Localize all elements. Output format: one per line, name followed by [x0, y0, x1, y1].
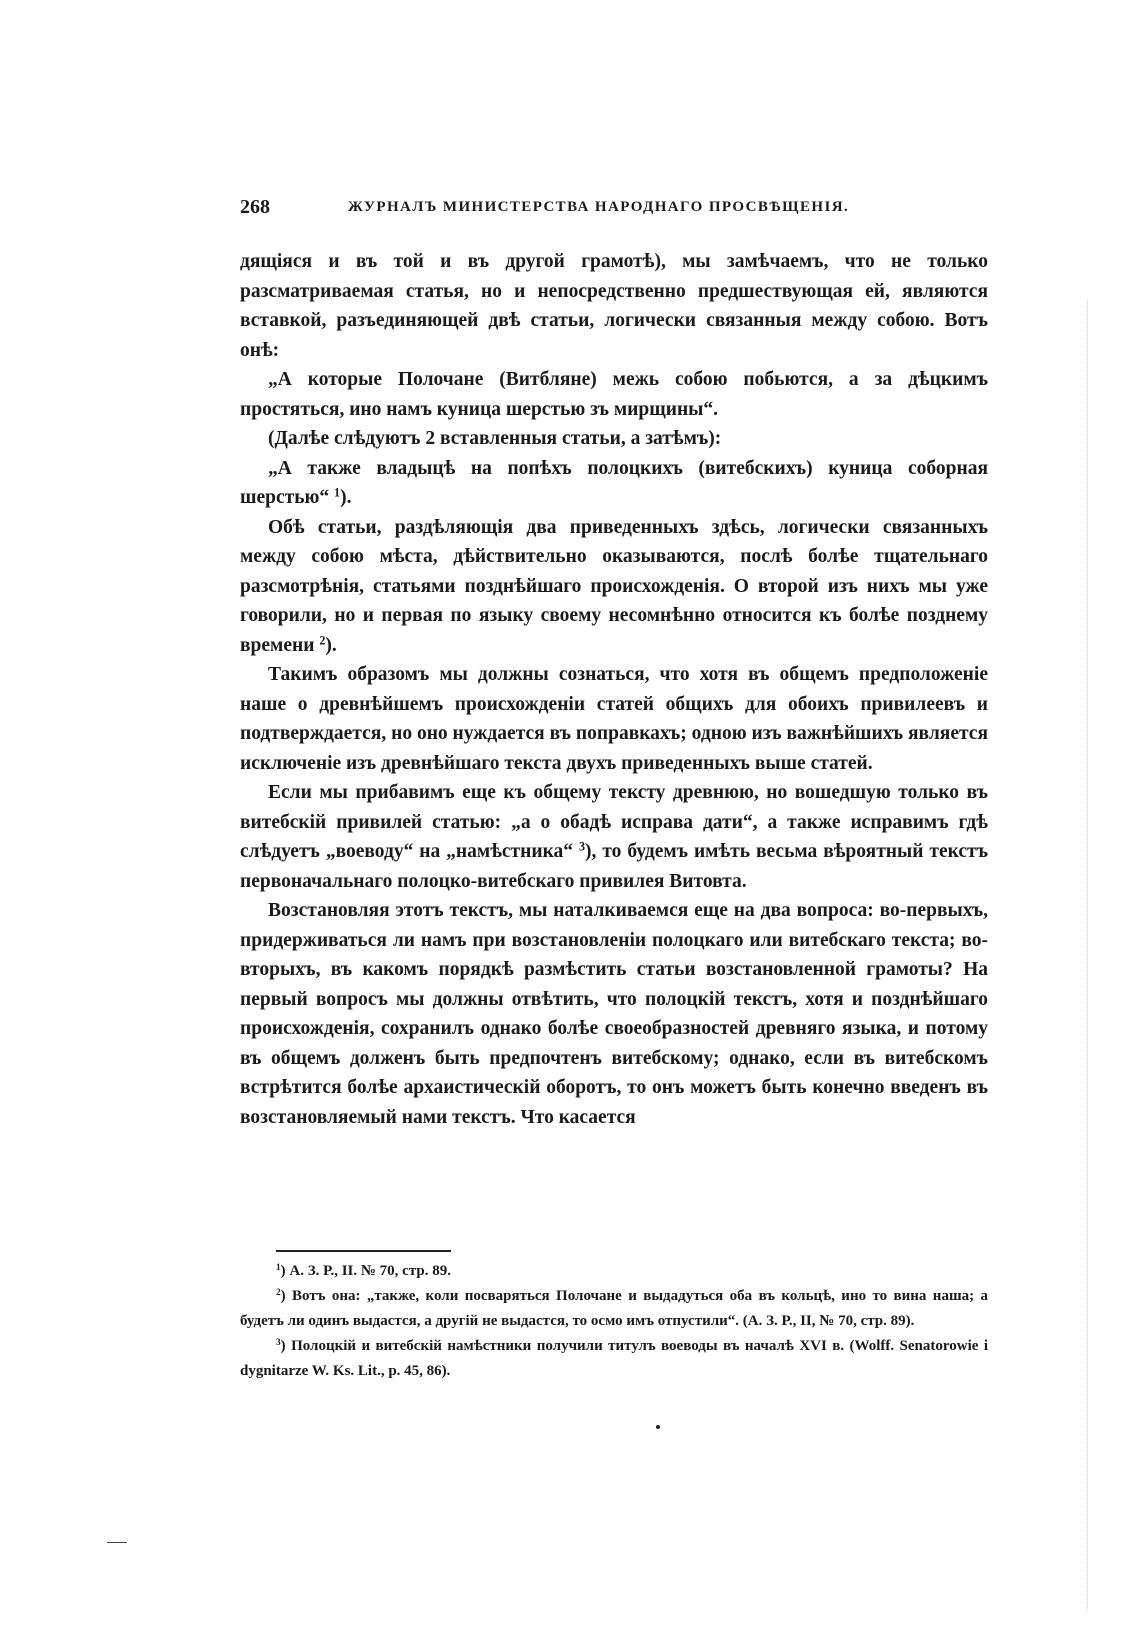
- paragraph: Возстановляя этотъ текстъ, мы наталкиваемся еще на два вопроса: во-первыхъ, придерживаться ли намъ при возстановленіи полоцкаго или витебскаго текста; во-вторыхъ, въ какомъ порядкѣ размѣстить статьи возстановленной грамоты? На первый вопросъ мы должны отвѣтить, что полоцкій текстъ, хотя и позднѣйшаго происхожденія, сохранилъ однако болѣе своеобразностей древняго языка, и потому въ общемъ долженъ быть предпочтенъ витебскому; однако, если въ витебскомъ встрѣтится болѣе архаистическій оборотъ, то онъ можетъ быть конечно введенъ въ возстановляемый нами текстъ. Что касается: [240, 900, 988, 1128]
- footnote-ref-2[interactable]: 2: [319, 632, 326, 647]
- editorial-note: (Далѣе слѣдуютъ 2 вставленныя статьи, а затѣмъ):: [268, 428, 722, 449]
- footnote-mark: 3: [276, 1337, 281, 1348]
- paragraph-text: Если мы прибавимъ еще къ общему тексту древнюю, но вошедшую только въ витебскій привилей статью: „а о обадѣ исправа дати“, а также исправимъ гдѣ слѣдуетъ „воеводу“ на „намѣстника“: [240, 782, 988, 862]
- footnote-ref-3[interactable]: 3: [578, 839, 586, 854]
- footnote-ref-1[interactable]: 1: [334, 485, 341, 500]
- quotation-1: „А которые Полочане (Витбляне) межь собою побьются, а за дѣцкимъ простяться, ино намъ куница шерстью зъ мирщины“.: [240, 369, 988, 420]
- footnote-3: [240, 1334, 988, 1384]
- footnote-1: [240, 1259, 988, 1284]
- page-edge-line: [1087, 300, 1088, 1610]
- page-header: [240, 196, 988, 220]
- main-text: [240, 247, 988, 1132]
- footnote-mark: 2: [276, 1287, 281, 1298]
- footnote-text: ) А. З. Р., II. № 70, стр. 89.: [280, 1263, 451, 1279]
- footnote-2: [240, 1284, 988, 1334]
- footnote-divider: [276, 1250, 451, 1252]
- running-title: ЖУРНАЛЪ МИНИСТЕРСТВА НАРОДНАГО ПРОСВѢЩЕНІЯ.: [348, 199, 850, 215]
- margin-dash: [107, 1542, 127, 1543]
- quotation-2-text: „А также владыцѣ на попѣхъ полоцкихъ (витебскихъ) куница соборная шерстью“: [240, 457, 988, 508]
- paragraph-continuation: дящіяся и въ той и въ другой грамотѣ), мы замѣчаемъ, что не только разсматриваемая статья, но и непосредственно предшествующая ей, являются вставкой, разъединяющей двѣ статьи, логически связанныя между собою. Вотъ онѣ:: [240, 251, 988, 361]
- paragraph-text: Обѣ статьи, раздѣляющія два приведенныхъ здѣсь, логически связанныхъ между собою мѣста, дѣйствительно оказываются, послѣ болѣе тщательнаго разсмотрѣнія, статьями позднѣйшаго происхожденія. О второй изъ нихъ мы уже говорили, но и первая по языку своему несомнѣнно относится къ болѣе позднему времени: [240, 516, 988, 656]
- paragraph-text-cont: ), то будемъ имѣть весьма вѣроятный текстъ первоначальнаго полоцко-витебскаго привилея Витовта.: [240, 841, 988, 892]
- quotation-2: „А также владыцѣ на попѣхъ полоцкихъ (витебскихъ) куница соборная шерстью“ $^1$).: [240, 457, 988, 508]
- ink-dot: [656, 1425, 660, 1429]
- page-number: 268: [240, 196, 270, 218]
- footnote-text: ) Вотъ она: „также, коли посваряться Полочане и выдадуться оба въ кольцѣ, ино то вина наша; а будетъ ли одинъ выдастся, а другій не выдастся, то осмо имъ отпустили“. (А. З. Р., II, № 70, стр. 89).: [240, 1288, 988, 1329]
- paragraph: [240, 778, 988, 896]
- footnotes: [240, 1259, 988, 1384]
- paragraph: Обѣ статьи, раздѣляющія два приведенныхъ здѣсь, логически связанныхъ между собою мѣста, дѣйствительно оказываются, послѣ болѣе тщательнаго разсмотрѣнія, статьями позднѣйшаго происхожденія. О второй изъ нихъ мы уже говорили, но и первая по языку своему несомнѣнно относится къ болѣе позднему времени $^2$).: [240, 516, 988, 656]
- paragraph: Такимъ образомъ мы должны сознаться, что хотя въ общемъ предположеніе наше о древнѣйшемъ происхожденіи статей общихъ для обоихъ привилеевъ и подтверждается, но оно нуждается въ поправкахъ; одною изъ важнѣйшихъ является исключеніе изъ древнѣйшаго текста двухъ приведенныхъ выше статей.: [240, 664, 988, 774]
- footnote-mark: 1: [276, 1262, 281, 1273]
- footnote-text: ) Полоцкій и витебскій намѣстники получили титулъ воеводы въ началѣ XVI в. (Wolff. Senatorowie i dygnitarze W. Ks. Lit., p. 45, 86).: [240, 1338, 988, 1379]
